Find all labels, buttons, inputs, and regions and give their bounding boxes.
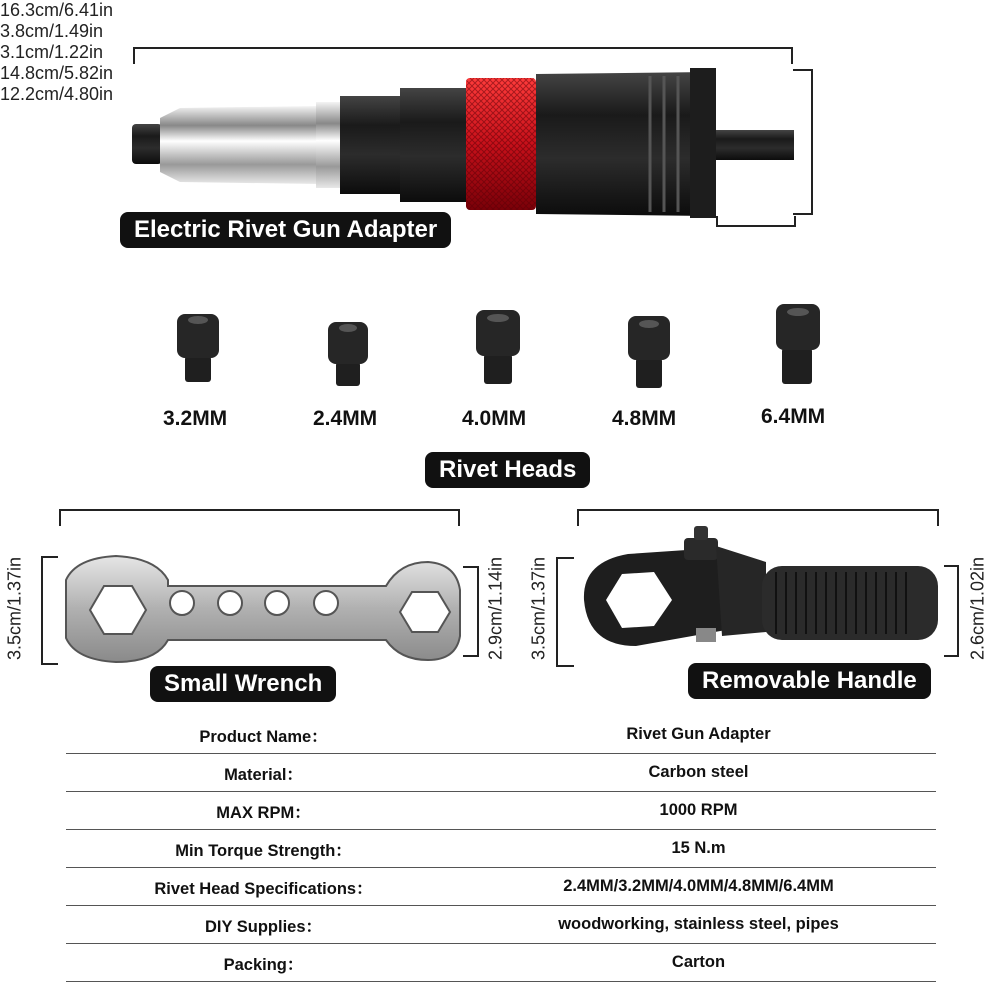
handle-right-height-label: 2.6cm/1.02in: [967, 556, 988, 661]
wrench-right-height-label: 2.9cm/1.14in: [485, 556, 506, 661]
rivet-size-label: 6.4MM: [761, 405, 826, 428]
rivet-head-3-2mm-image: [171, 310, 231, 386]
spec-value: 15 N.m: [461, 830, 936, 868]
rivet-size-label: 4.8MM: [612, 407, 677, 430]
spec-key: Min Torque Strength：: [66, 830, 461, 868]
rivet-size-label: 2.4MM: [313, 407, 378, 430]
removable-handle-image: [576, 522, 946, 662]
spec-key: Packing：: [66, 944, 461, 982]
adapter-length-label: 16.3cm/6.41in: [0, 0, 114, 20]
table-row: [66, 868, 936, 906]
spec-value: Carbon steel: [461, 754, 936, 792]
small-wrench-image: [56, 550, 466, 670]
handle-left-height-label: 3.5cm/1.37in: [528, 556, 549, 661]
spec-value: Rivet Gun Adapter: [461, 716, 936, 754]
table-row: [66, 944, 936, 982]
spec-key: Product Name：: [66, 716, 461, 754]
rivet-heads-label: Rivet Heads: [425, 452, 590, 488]
adapter-height-label: 3.8cm/1.49in: [0, 21, 104, 41]
removable-handle-label: Removable Handle: [688, 663, 931, 699]
spec-key: Rivet Head Specifications：: [66, 868, 461, 906]
rivet-head-2-4mm-image: [322, 318, 382, 394]
rivet-size-label: 4.0MM: [462, 407, 527, 430]
spec-key: Material：: [66, 754, 461, 792]
rivet-size-label: 3.2MM: [163, 407, 228, 430]
adapter-label: Electric Rivet Gun Adapter: [120, 212, 451, 248]
handle-length-label: 12.2cm/4.80in: [0, 84, 114, 104]
table-row: [66, 906, 936, 944]
table-row: [66, 754, 936, 792]
rivet-gun-adapter-image: [130, 62, 810, 222]
spec-key: MAX RPM：: [66, 792, 461, 830]
wrench-left-height-label: 3.5cm/1.37in: [4, 556, 25, 661]
wrench-length-label: 14.8cm/5.82in: [0, 63, 114, 83]
adapter-hex-label: 3.1cm/1.22in: [0, 42, 104, 62]
table-row: [66, 716, 936, 754]
rivet-head-6-4mm-image: [770, 302, 830, 388]
rivet-head-4-0mm-image: [470, 308, 530, 388]
spec-value: 2.4MM/3.2MM/4.0MM/4.8MM/6.4MM: [461, 868, 936, 906]
rivet-head-4-8mm-image: [622, 312, 682, 392]
table-row: [66, 792, 936, 830]
spec-value: Carton: [461, 944, 936, 982]
table-row: [66, 830, 936, 868]
spec-value: 1000 RPM: [461, 792, 936, 830]
spec-key: DIY Supplies：: [66, 906, 461, 944]
small-wrench-label: Small Wrench: [150, 666, 336, 702]
spec-table: [66, 716, 936, 982]
spec-value: woodworking, stainless steel, pipes: [461, 906, 936, 944]
